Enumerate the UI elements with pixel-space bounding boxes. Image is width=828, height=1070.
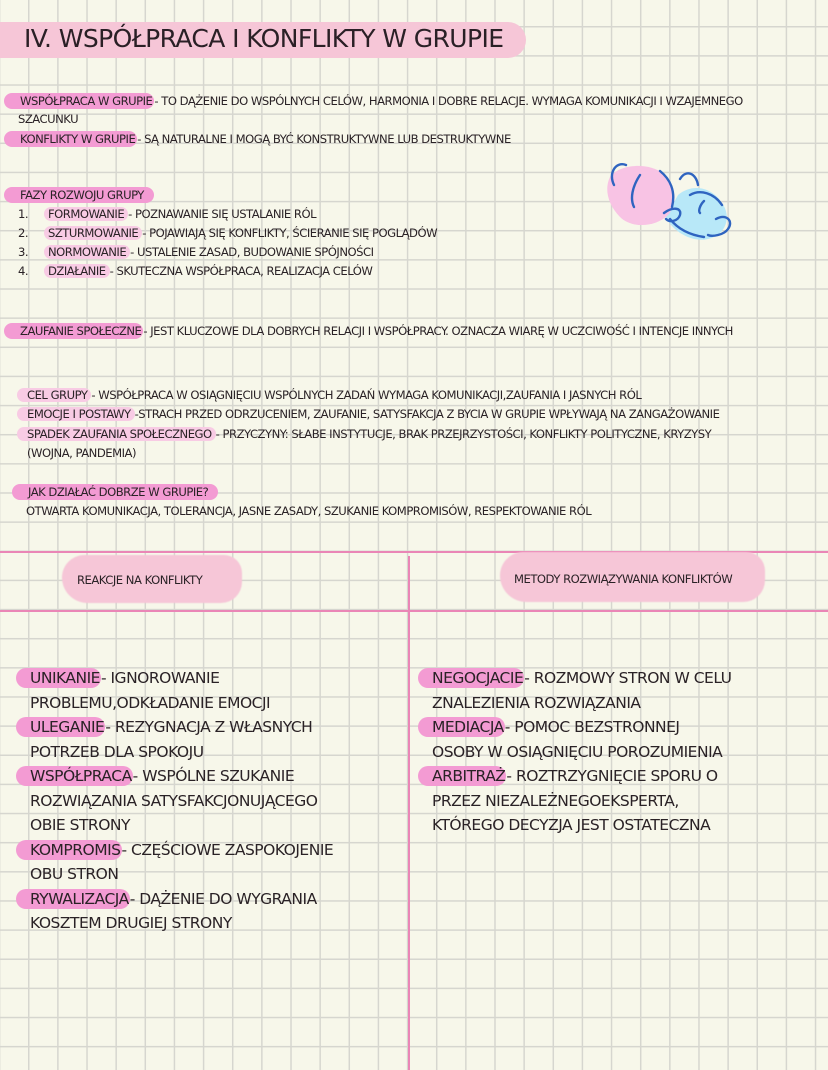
term-highlight: WSPÓŁPRACA W GRUPIE <box>4 93 154 109</box>
method-item: ARBITRAŻ- ROZTRZYGNIĘCIE SPORU O <box>432 764 732 789</box>
reaction-item: KOMPROMIS- CZĘŚCIOWE ZASPOKOJENIE <box>30 838 333 863</box>
definition-cooperation: WSPÓŁPRACA W GRUPIE - TO DĄŻENIE DO WSPÓLNYCH CELÓW, HARMONIA I DOBRE RELACJE. WYMAGA KOMUNIKACJI I WZAJEMNEGO <box>18 92 743 111</box>
conflict-methods-list: NEGOCJACIE- ROZMOWY STRON W CELU ZNALEZIENIA ROZWIĄZANIA MEDIACJA- POMOC BEZSTRONNEJ OSOBY W OSIĄGNIĘCIU POROZUMIENIA ARBITRAŻ- ROZTRZYGNIĘCIE SPORU O PRZEZ NIEZALEŻNEGOEKSPERTA, KTÓREGO DECYZJA JEST OSTATECZNA <box>432 666 732 838</box>
table-header-rule <box>0 610 828 612</box>
phase-item: 1. FORMOWANIE - POZNAWANIE SIĘ USTALANIE RÓL <box>18 207 317 221</box>
right-column-header: METODY ROZWIĄZYWANIA KONFLIKTÓW <box>514 572 733 586</box>
term-highlight: KONFLIKTY W GRUPIE <box>4 131 137 147</box>
definition-conflicts: KONFLIKTY W GRUPIE - SĄ NATURALNE I MOGĄ BYĆ KONSTRUKTYWNE LUB DESTRUKTYWNE <box>18 130 511 149</box>
note-emotions: EMOCJE I POSTAWY -STRACH PRZED ODRZUCENIEM, ZAUFANIE, SATYSFAKCJA Z BYCIA W GRUPIE WPŁYWAJĄ NA ZANGAŻOWANIE <box>27 405 719 424</box>
definition-cooperation-continuation: SZACUNKU <box>18 112 79 126</box>
howto-heading: JAK DZIAŁAĆ DOBRZE W GRUPIE? <box>26 483 218 502</box>
page-title: IV. WSPÓŁPRACA I KONFLIKTY W GRUPIE <box>24 24 504 53</box>
face-masks-icon <box>600 155 740 250</box>
method-item: MEDIACJA- POMOC BEZSTRONNEJ <box>432 715 732 740</box>
table-column-divider <box>408 556 410 1070</box>
phases-heading: FAZY ROZWOJU GRUPY <box>18 186 154 205</box>
reaction-item: WSPÓŁPRACA- WSPÓLNE SZUKANIE <box>30 764 333 789</box>
phases-list <box>18 205 437 281</box>
note-group-goal: CEL GRUPY - WSPÓŁPRACA W OSIĄGNIĘCIU WSPÓLNYCH ZADAŃ WYMAGA KOMUNIKACJI,ZAUFANIA I JASNYCH RÓL <box>27 386 641 405</box>
note-trust-decline: SPADEK ZAUFANIA SPOŁECZNEGO - PRZYCZYNY: SŁABE INSTYTUCJE, BRAK PRZEJRZYSTOŚCI, KONFLIKTY POLITYCZNE, KRYZYSY <box>27 425 711 444</box>
howto-text: OTWARTA KOMUNIKACJA, TOLERANCJA, JASNE ZASADY, SZUKANIE KOMPROMISÓW, RESPEKTOWANIE RÓL <box>26 504 592 518</box>
conflict-reactions-list: UNIKANIE- IGNOROWANIE PROBLEMU,ODKŁADANIE EMOCJI ULEGANIE- REZYGNACJA Z WŁASNYCH POTRZEB DLA SPOKOJU WSPÓŁPRACA- WSPÓLNE SZUKANIE ROZWIĄZANIA SATYSFAKCJONUJĄCEGO OBIE STRONY KOMPROMIS- CZĘŚCIOWE ZASPOKOJENIE OBU STRON RYWALIZACJA- DĄŻENIE DO WYGRANIA KOSZTEM DRUGIEJ STRONY <box>30 666 333 936</box>
method-item: NEGOCJACIE- ROZMOWY STRON W CELU <box>432 666 732 691</box>
reaction-item: UNIKANIE- IGNOROWANIE <box>30 666 333 691</box>
reaction-item: ULEGANIE- REZYGNACJA Z WŁASNYCH <box>30 715 333 740</box>
note-trust-decline-continuation: (WOJNA, PANDEMIA) <box>27 446 136 460</box>
left-column-header: REAKCJE NA KONFLIKTY <box>77 573 203 587</box>
phase-item: 2. SZTURMOWANIE - POJAWIAJĄ SIĘ KONFLIKTY, ŚCIERANIE SIĘ POGLĄDÓW <box>18 226 438 240</box>
phase-item: 4. DZIAŁANIE - SKUTECZNA WSPÓŁPRACA, REALIZACJA CELÓW <box>18 264 373 278</box>
reaction-item: RYWALIZACJA- DĄŻENIE DO WYGRANIA <box>30 887 333 912</box>
definition-social-trust: ZAUFANIE SPOŁECZNE - JEST KLUCZOWE DLA DOBRYCH RELACJI I WSPÓŁPRACY. OZNACZA WIARĘ W UCZCIWOŚĆ I INTENCJE INNYCH <box>18 322 733 341</box>
phase-item: 3. NORMOWANIE - USTALENIE ZASAD, BUDOWANIE SPÓJNOŚCI <box>18 245 374 259</box>
